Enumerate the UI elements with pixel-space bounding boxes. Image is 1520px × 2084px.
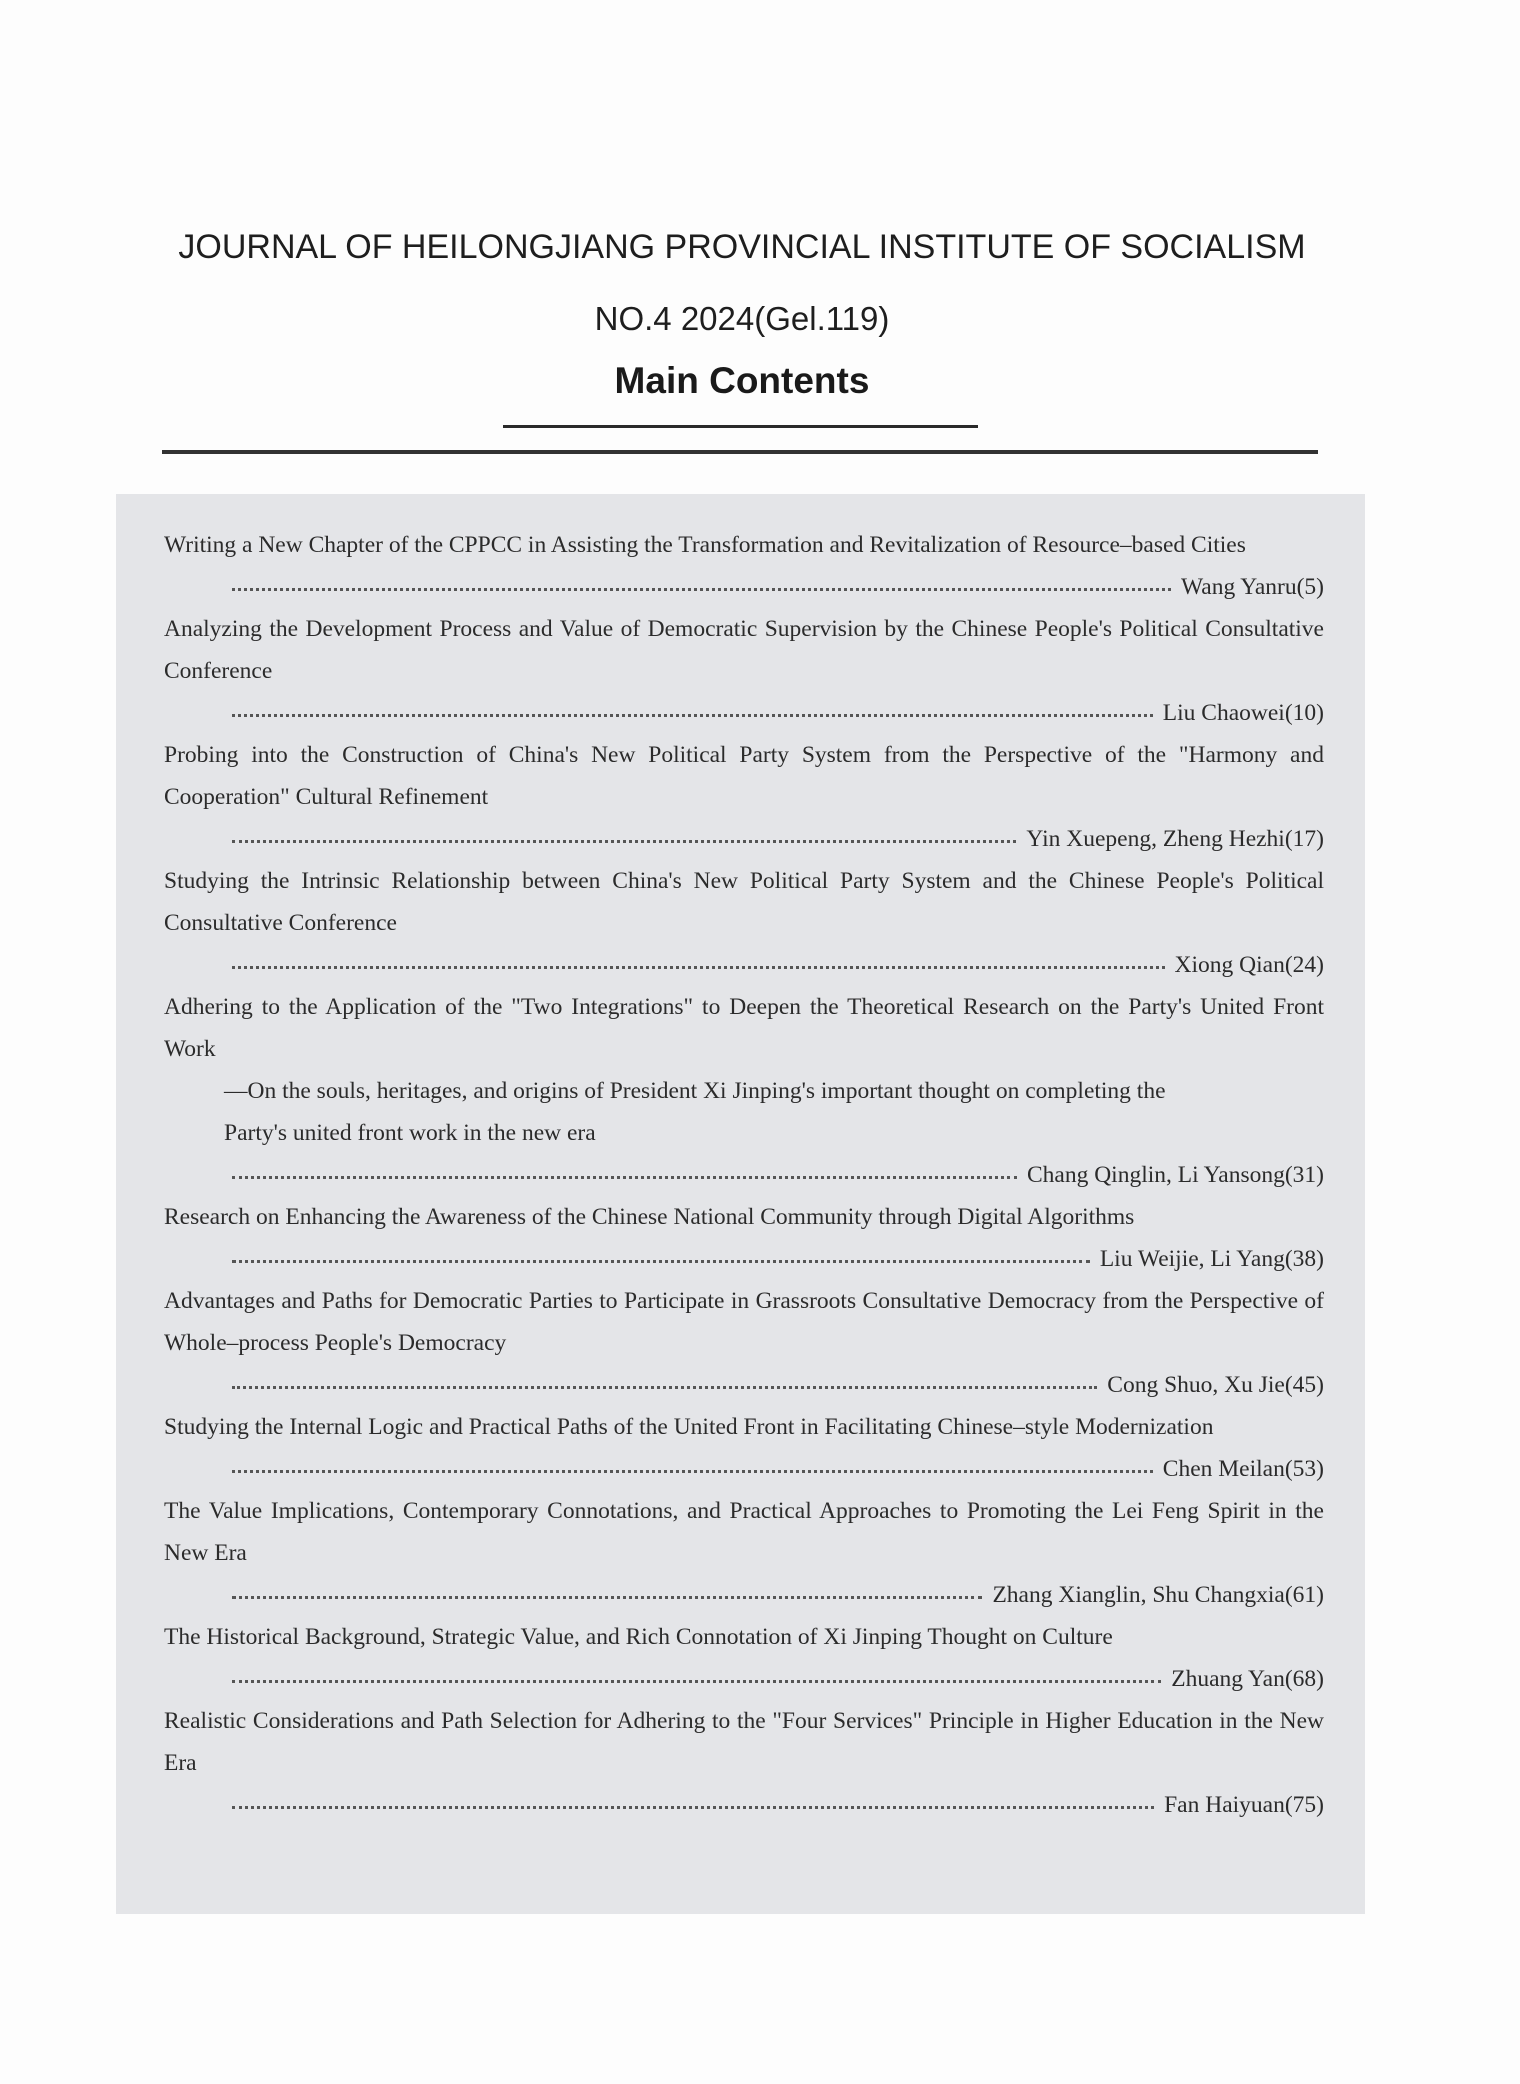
toc-entry [164,1700,1324,1826]
toc-entry-title: Writing a New Chapter of the CPPCC in Assisting the Transformation and Revitalization of Resource–based Cities [164,532,1246,558]
dot-leader [232,1596,982,1599]
toc-entry-author-page: Zhuang Yan(68) [1171,1666,1324,1692]
toc-leader-line [164,566,1324,608]
toc-entry-title: Probing into the Construction of China's New Political Party System from the Perspective of the "Harmony and Cooperation" Cultural Refinement [164,742,1324,810]
toc-entry-author-page: Yin Xuepeng, Zheng Hezhi(17) [1026,826,1324,852]
dot-leader [232,1386,1097,1389]
title-underline [503,425,978,428]
toc-leader-line [164,1154,1324,1196]
toc-entry [164,1406,1324,1490]
toc-entry-author-page: Liu Chaowei(10) [1162,700,1324,726]
journal-title: JOURNAL OF HEILONGJIANG PROVINCIAL INSTITUTE OF SOCIALISM [178,228,1306,266]
toc-entry [164,608,1324,734]
issue-number: NO.4 2024(Gel.119) [594,300,890,337]
toc-entry-title: Analyzing the Development Process and Value of Democratic Supervision by the Chinese People's Political Consultative Conference [164,616,1324,684]
toc-entry-author-page: Fan Haiyuan(75) [1164,1792,1324,1818]
dot-leader [232,1806,1154,1809]
toc-entry-title: Studying the Internal Logic and Practical Paths of the United Front in Facilitating Chinese–style Modernization [164,1414,1214,1440]
toc-entry [164,860,1324,986]
toc-entry-author-page: Chang Qinglin, Li Yansong(31) [1026,1162,1324,1188]
toc-leader-line [164,1448,1324,1490]
toc-entry-author-page: Xiong Qian(24) [1174,952,1324,978]
dot-leader [232,714,1153,717]
toc-entry-author-page: Liu Weijie, Li Yang(38) [1099,1246,1324,1272]
toc-leader-line [164,818,1324,860]
toc-leader-line [164,1238,1324,1280]
toc-leader-line [164,1574,1324,1616]
dot-leader [232,588,1171,591]
dot-leader [232,1176,1017,1179]
dot-leader [232,1470,1153,1473]
toc-list [164,524,1324,1826]
toc-entry-title: The Historical Background, Strategic Value, and Rich Connotation of Xi Jinping Thought on Culture [164,1624,1113,1650]
toc-entry-title: Advantages and Paths for Democratic Parties to Participate in Grassroots Consultative Democracy from the Perspective of Whole–process People's Democracy [164,1288,1324,1356]
toc-leader-line [164,944,1324,986]
toc-entry-title: Realistic Considerations and Path Selection for Adhering to the "Four Services" Principle in Higher Education in the New Era [164,1708,1324,1776]
toc-entry-title: Research on Enhancing the Awareness of the Chinese National Community through Digital Algorithms [164,1204,1135,1230]
toc-entry [164,1280,1324,1406]
toc-entry-author-page: Zhang Xianglin, Shu Changxia(61) [992,1582,1324,1608]
table-of-contents [116,494,1365,1914]
dot-leader [232,840,1016,843]
toc-entry-title: Studying the Intrinsic Relationship between China's New Political Party System and the Chinese People's Political Consultative Conference [164,868,1324,936]
dot-leader [232,1260,1090,1263]
toc-entry [164,1616,1324,1700]
toc-leader-line [164,1364,1324,1406]
dot-leader [232,1680,1161,1683]
toc-leader-line [164,1658,1324,1700]
toc-entry-subtitle: —On the souls, heritages, and origins of President Xi Jinping's important thought on completing the Party's united front work in the new era [224,1078,1166,1146]
section-title: Main Contents [614,360,870,401]
dot-leader [232,966,1165,969]
toc-leader-line [164,692,1324,734]
toc-entry [164,1490,1324,1616]
toc-entry-author-page: Cong Shuo, Xu Jie(45) [1107,1372,1324,1398]
toc-entry [164,1196,1324,1280]
toc-entry [164,524,1324,608]
header-divider [162,450,1318,454]
toc-entry [164,986,1324,1196]
toc-entry-author-page: Chen Meilan(53) [1162,1456,1324,1482]
toc-leader-line [164,1784,1324,1826]
toc-entry-title: Adhering to the Application of the "Two Integrations" to Deepen the Theoretical Research on the Party's United Front Work [164,994,1324,1062]
toc-entry [164,734,1324,860]
toc-entry-author-page: Wang Yanru(5) [1180,574,1324,600]
toc-entry-title: The Value Implications, Contemporary Connotations, and Practical Approaches to Promoting the Lei Feng Spirit in the New Era [164,1498,1324,1566]
